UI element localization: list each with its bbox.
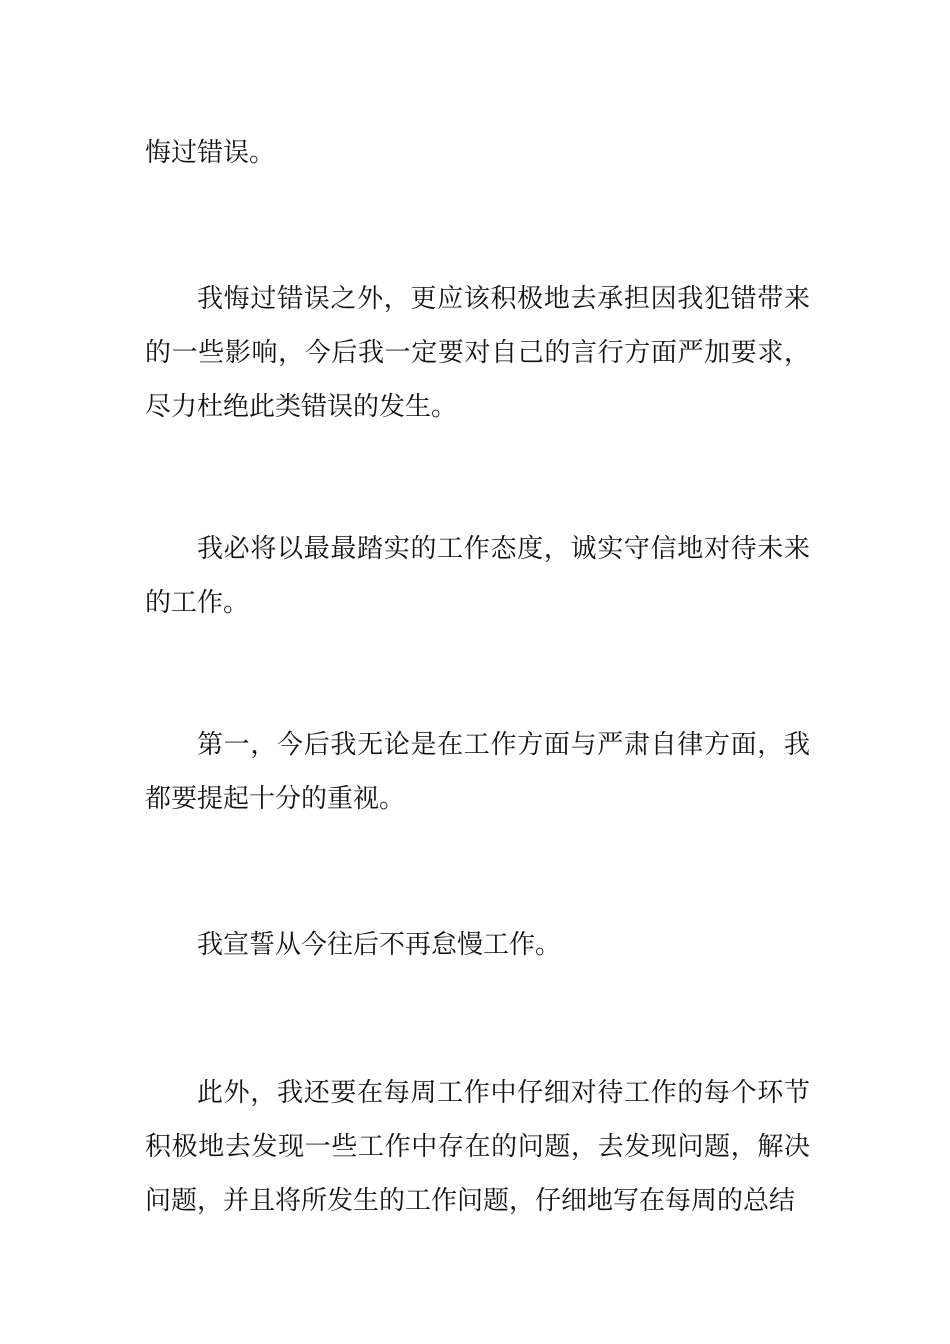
paragraph: 此外，我还要在每周工作中仔细对待工作的每个环节积极地去发现一些工作中存在的问题，去发现问题，解决问题，并且将所发生的工作问题，仔细地写在每周的总结 [145, 1078, 810, 1216]
paragraph: 我悔过错误之外，更应该积极地去承担因我犯错带来的一些影响，今后我一定要对自己的言行方面严加要求，尽力杜绝此类错误的发生。 [145, 284, 810, 422]
paragraph-continuation: 悔过错误。 [145, 138, 276, 168]
paragraph: 我必将以最最踏实的工作态度，诚实守信地对待未来的工作。 [145, 534, 810, 618]
paragraph: 我宣誓从今往后不再怠慢工作。 [197, 930, 562, 960]
paragraph: 第一，今后我无论是在工作方面与严肃自律方面，我都要提起十分的重视。 [145, 730, 810, 814]
